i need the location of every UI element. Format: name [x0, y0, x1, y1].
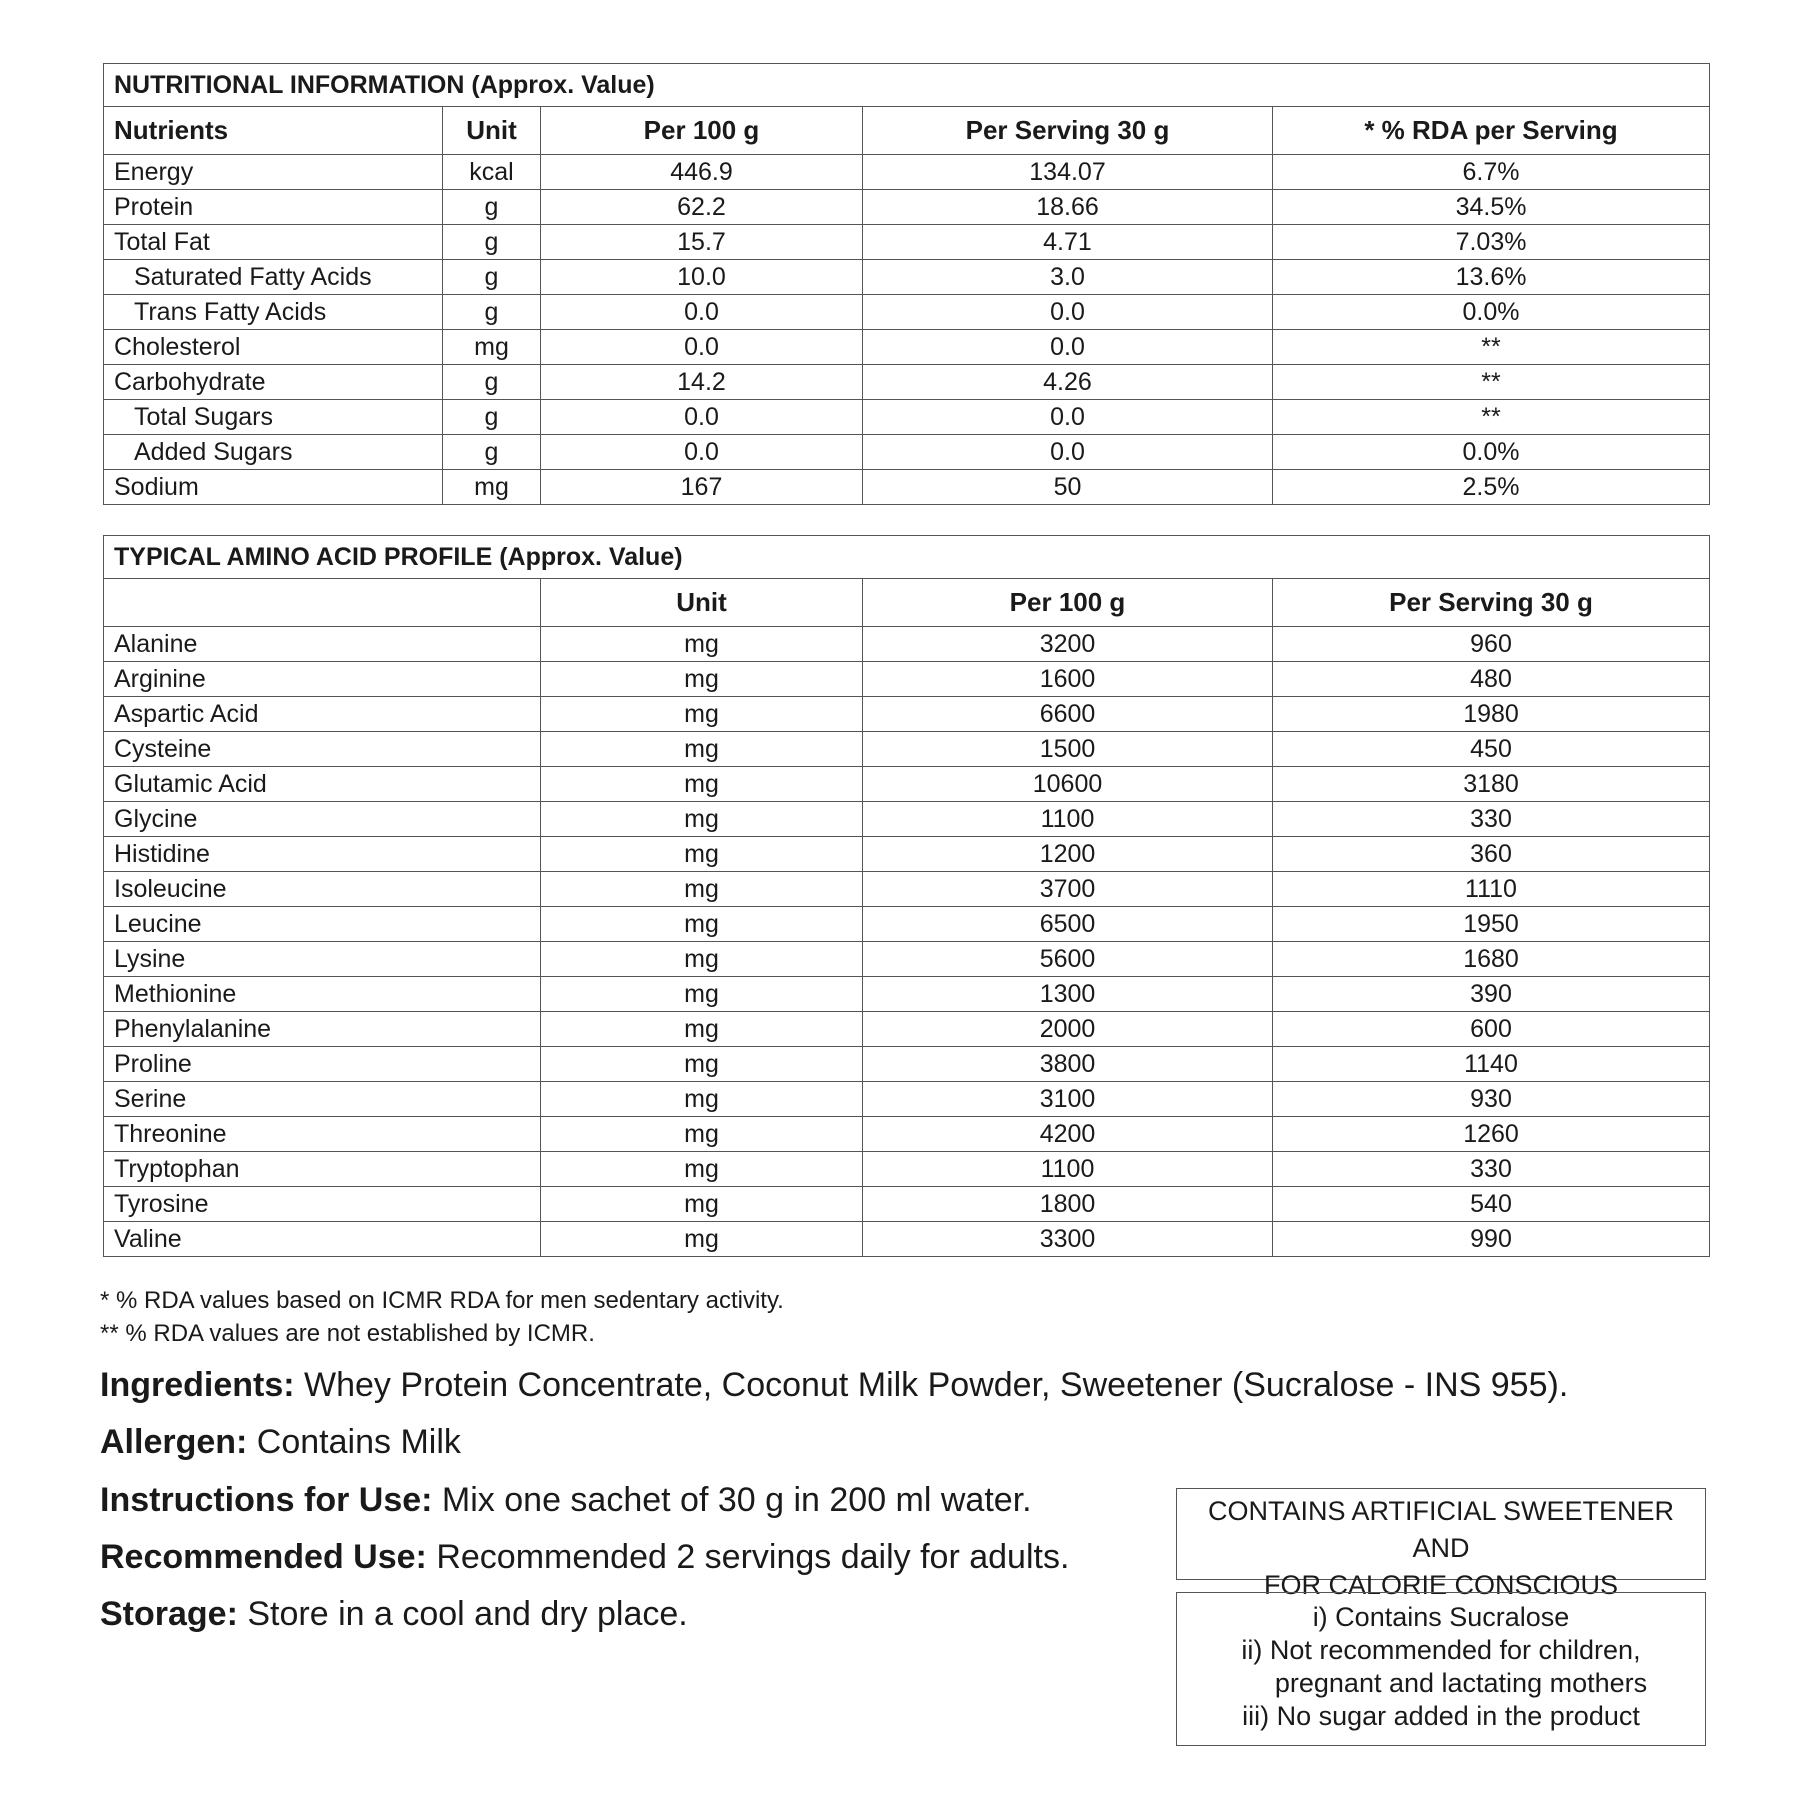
table-row — [104, 225, 1710, 260]
amino-name: Valine — [104, 1222, 541, 1257]
amino-acid-table — [103, 535, 1710, 1257]
nutrient-name: Carbohydrate — [104, 365, 443, 400]
table-row — [104, 767, 1710, 802]
warning-line: ii) Not recommended for children, — [1241, 1635, 1641, 1665]
amino-per100: 10600 — [863, 767, 1273, 802]
amino-unit: mg — [541, 1117, 863, 1152]
recommended-use-label: Recommended Use: — [100, 1538, 427, 1576]
table-row — [104, 1152, 1710, 1187]
nutrient-unit: g — [443, 400, 541, 435]
table-row — [104, 662, 1710, 697]
instructions-line — [100, 1481, 1032, 1520]
amino-name: Cysteine — [104, 732, 541, 767]
nutrient-serving: 4.71 — [863, 225, 1273, 260]
table-row — [104, 295, 1710, 330]
table-row — [104, 732, 1710, 767]
amino-serving: 1260 — [1273, 1117, 1710, 1152]
amino-serving: 540 — [1273, 1187, 1710, 1222]
instructions-label: Instructions for Use: — [100, 1481, 433, 1519]
allergen-text: Contains Milk — [247, 1423, 461, 1461]
table-row — [104, 1082, 1710, 1117]
nutrient-name: Total Fat — [104, 225, 443, 260]
amino-per100: 1600 — [863, 662, 1273, 697]
amino-name: Glutamic Acid — [104, 767, 541, 802]
allergen-label: Allergen: — [100, 1423, 248, 1461]
table-row — [104, 470, 1710, 505]
table-row — [104, 1187, 1710, 1222]
amino-per100: 5600 — [863, 942, 1273, 977]
header-amino-name — [104, 579, 541, 627]
warning-line: i) Contains Sucralose — [1312, 1602, 1570, 1632]
amino-per100: 1500 — [863, 732, 1273, 767]
amino-serving: 360 — [1273, 837, 1710, 872]
nutrient-rda: 13.6% — [1273, 260, 1710, 295]
footnote-rda-not-established: ** % RDA values are not established by ICMR. — [100, 1320, 595, 1347]
nutrition-title: NUTRITIONAL INFORMATION (Approx. Value) — [104, 64, 1710, 107]
amino-name: Histidine — [104, 837, 541, 872]
nutrient-unit: kcal — [443, 155, 541, 190]
nutrient-name: Saturated Fatty Acids — [104, 260, 443, 295]
amino-name: Glycine — [104, 802, 541, 837]
amino-per100: 1300 — [863, 977, 1273, 1012]
amino-unit: mg — [541, 1082, 863, 1117]
amino-unit: mg — [541, 977, 863, 1012]
nutrient-name: Total Sugars — [104, 400, 443, 435]
amino-serving: 600 — [1273, 1012, 1710, 1047]
nutrient-serving: 3.0 — [863, 260, 1273, 295]
nutrient-per100: 0.0 — [541, 400, 863, 435]
header-nutrients: Nutrients — [104, 107, 443, 155]
amino-per100: 4200 — [863, 1117, 1273, 1152]
amino-unit: mg — [541, 802, 863, 837]
nutrient-per100: 0.0 — [541, 330, 863, 365]
amino-per100: 1100 — [863, 802, 1273, 837]
nutrient-per100: 62.2 — [541, 190, 863, 225]
table-row — [104, 365, 1710, 400]
table-row — [104, 837, 1710, 872]
sweetener-line: CONTAINS ARTIFICIAL SWEETENER AND — [1207, 1496, 1675, 1563]
amino-per100: 3800 — [863, 1047, 1273, 1082]
warning-line: pregnant and lactating mothers — [1274, 1668, 1648, 1698]
amino-serving: 1950 — [1273, 907, 1710, 942]
nutrient-serving: 0.0 — [863, 295, 1273, 330]
amino-unit: mg — [541, 1187, 863, 1222]
amino-per100: 1100 — [863, 1152, 1273, 1187]
amino-name: Aspartic Acid — [104, 697, 541, 732]
nutrient-serving: 134.07 — [863, 155, 1273, 190]
table-row — [104, 190, 1710, 225]
nutrient-rda: 7.03% — [1273, 225, 1710, 260]
amino-serving: 390 — [1273, 977, 1710, 1012]
footnotes — [100, 1284, 784, 1350]
amino-serving: 450 — [1273, 732, 1710, 767]
table-row — [104, 260, 1710, 295]
nutrient-per100: 0.0 — [541, 295, 863, 330]
nutrient-serving: 18.66 — [863, 190, 1273, 225]
amino-per100: 3100 — [863, 1082, 1273, 1117]
header-unit: Unit — [541, 579, 863, 627]
header-unit: Unit — [443, 107, 541, 155]
recommended-use-line — [100, 1538, 1069, 1577]
nutrient-rda: 0.0% — [1273, 295, 1710, 330]
header-per-serving: Per Serving 30 g — [863, 107, 1273, 155]
nutrient-per100: 15.7 — [541, 225, 863, 260]
amino-unit: mg — [541, 872, 863, 907]
table-row — [104, 907, 1710, 942]
amino-unit: mg — [541, 767, 863, 802]
nutrient-unit: g — [443, 225, 541, 260]
nutrient-name: Energy — [104, 155, 443, 190]
amino-name: Phenylalanine — [104, 1012, 541, 1047]
amino-serving: 1980 — [1273, 697, 1710, 732]
nutrient-per100: 10.0 — [541, 260, 863, 295]
header-per-serving: Per Serving 30 g — [1273, 579, 1710, 627]
table-row — [104, 872, 1710, 907]
amino-name: Threonine — [104, 1117, 541, 1152]
amino-unit: mg — [541, 907, 863, 942]
header-per-100g: Per 100 g — [541, 107, 863, 155]
table-row — [104, 802, 1710, 837]
nutrient-unit: g — [443, 260, 541, 295]
footnote-rda-basis: * % RDA values based on ICMR RDA for men sedentary activity. — [100, 1287, 784, 1314]
amino-name: Tryptophan — [104, 1152, 541, 1187]
nutrient-per100: 446.9 — [541, 155, 863, 190]
amino-name: Alanine — [104, 627, 541, 662]
table-row — [104, 1047, 1710, 1082]
amino-title: TYPICAL AMINO ACID PROFILE (Approx. Value) — [104, 536, 1710, 579]
sweetener-line: FOR CALORIE CONSCIOUS — [1263, 1570, 1619, 1600]
nutrient-rda: 0.0% — [1273, 435, 1710, 470]
nutrient-unit: mg — [443, 330, 541, 365]
table-row — [104, 1117, 1710, 1152]
amino-serving: 330 — [1273, 1152, 1710, 1187]
amino-unit: mg — [541, 732, 863, 767]
table-row — [104, 155, 1710, 190]
nutrient-rda: ** — [1273, 365, 1710, 400]
storage-line — [100, 1595, 688, 1634]
amino-per100: 6500 — [863, 907, 1273, 942]
amino-name: Proline — [104, 1047, 541, 1082]
nutrient-rda: ** — [1273, 330, 1710, 365]
nutrient-per100: 14.2 — [541, 365, 863, 400]
amino-serving: 960 — [1273, 627, 1710, 662]
amino-unit: mg — [541, 1047, 863, 1082]
amino-unit: mg — [541, 662, 863, 697]
amino-per100: 3300 — [863, 1222, 1273, 1257]
ingredients-label: Ingredients: — [100, 1366, 295, 1404]
nutrient-serving: 4.26 — [863, 365, 1273, 400]
amino-unit: mg — [541, 942, 863, 977]
nutrient-rda: 34.5% — [1273, 190, 1710, 225]
amino-unit: mg — [541, 627, 863, 662]
table-row — [104, 627, 1710, 662]
amino-serving: 930 — [1273, 1082, 1710, 1117]
nutrient-serving: 0.0 — [863, 330, 1273, 365]
amino-name: Arginine — [104, 662, 541, 697]
ingredients-line — [100, 1366, 1568, 1405]
table-row — [104, 697, 1710, 732]
nutrient-name: Cholesterol — [104, 330, 443, 365]
table-row — [104, 435, 1710, 470]
amino-name: Tyrosine — [104, 1187, 541, 1222]
header-rda: * % RDA per Serving — [1273, 107, 1710, 155]
nutrient-per100: 0.0 — [541, 435, 863, 470]
table-row — [104, 330, 1710, 365]
table-row — [104, 1222, 1710, 1257]
artificial-sweetener-box — [1176, 1488, 1706, 1600]
amino-per100: 2000 — [863, 1012, 1273, 1047]
amino-per100: 1200 — [863, 837, 1273, 872]
amino-serving: 480 — [1273, 662, 1710, 697]
nutrient-serving: 50 — [863, 470, 1273, 505]
nutrient-rda: 6.7% — [1273, 155, 1710, 190]
nutrient-name: Sodium — [104, 470, 443, 505]
amino-per100: 6600 — [863, 697, 1273, 732]
amino-name: Lysine — [104, 942, 541, 977]
instructions-text: Mix one sachet of 30 g in 200 ml water. — [432, 1481, 1032, 1519]
amino-serving: 1140 — [1273, 1047, 1710, 1082]
nutrient-serving: 0.0 — [863, 435, 1273, 470]
nutrient-serving: 0.0 — [863, 400, 1273, 435]
amino-unit: mg — [541, 837, 863, 872]
nutrition-table — [103, 63, 1710, 505]
table-row — [104, 977, 1710, 1012]
nutrient-unit: g — [443, 435, 541, 470]
allergen-line — [100, 1423, 461, 1462]
amino-name: Serine — [104, 1082, 541, 1117]
nutrient-name: Trans Fatty Acids — [104, 295, 443, 330]
amino-unit: mg — [541, 697, 863, 732]
table-row — [104, 1012, 1710, 1047]
amino-per100: 3200 — [863, 627, 1273, 662]
amino-serving: 990 — [1273, 1222, 1710, 1257]
amino-name: Leucine — [104, 907, 541, 942]
amino-unit: mg — [541, 1152, 863, 1187]
header-per-100g: Per 100 g — [863, 579, 1273, 627]
nutrient-unit: g — [443, 295, 541, 330]
amino-name: Isoleucine — [104, 872, 541, 907]
nutrient-name: Protein — [104, 190, 443, 225]
nutrient-unit: g — [443, 365, 541, 400]
table-row — [104, 942, 1710, 977]
amino-name: Methionine — [104, 977, 541, 1012]
ingredients-text: Whey Protein Concentrate, Coconut Milk Powder, Sweetener (Sucralose - INS 955). — [294, 1366, 1569, 1404]
amino-per100: 1800 — [863, 1187, 1273, 1222]
amino-unit: mg — [541, 1012, 863, 1047]
amino-serving: 3180 — [1273, 767, 1710, 802]
recommended-use-text: Recommended 2 servings daily for adults. — [426, 1538, 1070, 1576]
nutrient-rda: 2.5% — [1273, 470, 1710, 505]
nutrient-unit: mg — [443, 470, 541, 505]
table-row — [104, 400, 1710, 435]
warning-line: iii) No sugar added in the product — [1242, 1701, 1640, 1731]
amino-unit: mg — [541, 1222, 863, 1257]
storage-text: Store in a cool and dry place. — [237, 1595, 688, 1633]
nutrient-name: Added Sugars — [104, 435, 443, 470]
amino-serving: 1110 — [1273, 872, 1710, 907]
amino-serving: 330 — [1273, 802, 1710, 837]
nutrient-rda: ** — [1273, 400, 1710, 435]
amino-serving: 1680 — [1273, 942, 1710, 977]
warnings-box — [1176, 1592, 1706, 1746]
nutrient-unit: g — [443, 190, 541, 225]
storage-label: Storage: — [100, 1595, 238, 1633]
nutrient-per100: 167 — [541, 470, 863, 505]
amino-per100: 3700 — [863, 872, 1273, 907]
